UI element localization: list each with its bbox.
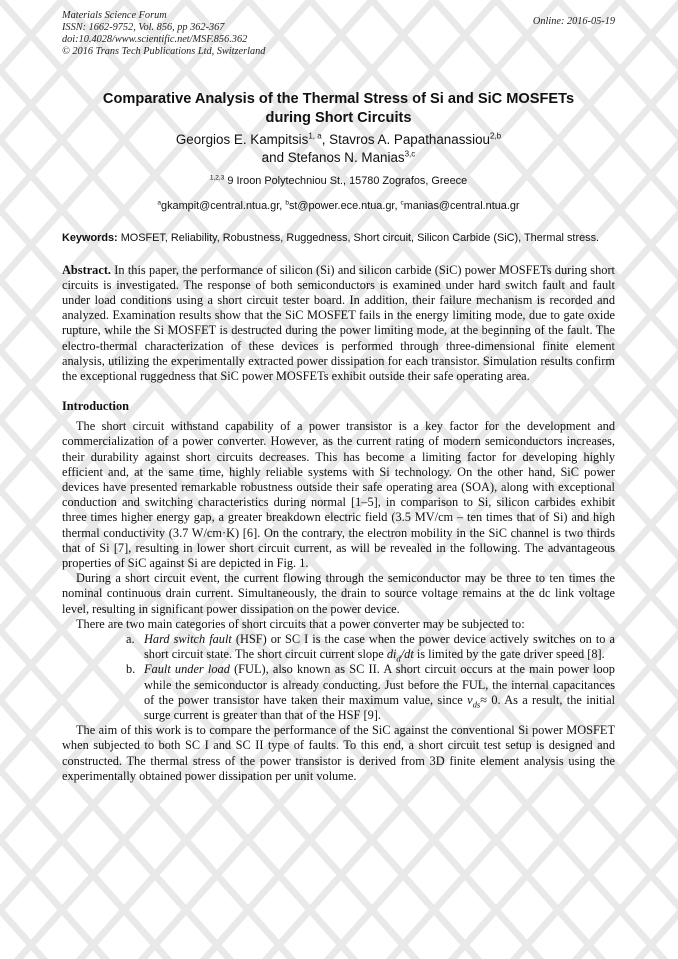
author-conjunction: and [261,150,288,165]
list-item-hsf [62,632,615,662]
author-3: Stefanos N. Manias [287,150,405,165]
affiliation [62,174,615,188]
abstract-text: In this paper, the performance of silicon (Si) and silicon carbide (SiC) power MOSFETs during short circuits is investigated. The response of both semiconductors is examined under hard switch fault and fault under load conditions using a short circuit tester board. In addition, their failure mechanism is recorded and analyzed. Examination results show that the SiC MOSFET fails in the energy limiting mode, due to gate oxide rupture, while the Si MOSFET is destructed during the power limiting mode, at the beginning of the fault. The electro-thermal characterization of these devices is performed through three-dimensional finite element analysis, utilizing the experimentally extracted power dissipation for each transistor. Simulation results confirm the exceptional ruggedness that SiC power MOSFETs exhibit outside their safe operating area. [62,262,615,383]
title-line-2: during Short Circuits [265,110,412,126]
fault-type-list [62,632,615,723]
page-content [62,10,615,784]
var-di-base: di [386,647,397,662]
email-a[interactable]: gkampit@central.ntua.gr, [161,200,286,212]
journal-header [62,10,615,68]
var-di-sub: d [396,653,401,664]
var-di [386,647,414,664]
issn-line: ISSN: 1662-9752, Vol. 856, pp 362-367 [62,22,225,33]
author-3-affil: 3,c [404,149,416,159]
keywords-label: Keywords: [62,232,118,244]
item-a-text-2: is limited by the gate driver speed [8]. [413,647,605,662]
intro-paragraph-3: There are two main categories of short circuits that a power converter may be subjected to: [76,616,525,631]
affiliation-marks: 1,2,3 [209,174,225,182]
var-vds [467,692,481,710]
abstract-label: Abstract. [62,262,112,277]
item-b-text-1: (FUL), also known as SC II. A short circuit occurs at the main power loop while the semiconductor is already conducting. Just before the FUL, the internal capacitances of the power transistor have taken their maximum value, since [144,662,615,707]
section-heading-introduction: Introduction [62,399,129,414]
list-marker-a: a. [126,631,135,646]
affiliation-address: 9 Iroon Polytechniou St., 15780 Zografos, Greece [224,175,468,187]
author-1-affil: 1, a [308,131,322,141]
abstract [62,263,615,385]
term-fault-under-load: Fault under load [144,662,230,677]
copyright-line: © 2016 Trans Tech Publications Ltd, Switzerland [62,46,266,57]
list-item-ful [62,662,615,723]
item-a-text-1: (HSF) or SC I is the case when the power device actively switches on to a short circuit state. The short circuit current slope [144,631,615,662]
keywords [62,232,615,246]
author-emails [62,199,615,213]
author-separator: , [321,132,330,147]
email-b-mark: b [285,199,289,207]
doi-line[interactable]: doi:10.4028/www.scientific.net/MSF.856.362 [62,34,248,45]
author-list [62,131,615,167]
var-vds-sub: ds [472,699,481,710]
author-1: Georgios E. Kampitsis [175,132,309,147]
authors-line-1 [62,131,615,149]
journal-name: Materials Science Forum [62,10,167,21]
online-date: Online: 2016-05-19 [532,16,615,27]
var-di-tail: /dt [400,647,414,662]
author-2-affil: 2,b [489,131,502,141]
email-b[interactable]: st@power.ece.ntua.gr, [288,200,401,212]
term-hard-switch-fault: Hard switch fault [144,631,232,646]
email-c[interactable]: manias@central.ntua.gr [403,200,520,212]
author-2: Stavros A. Papathanassiou [329,132,490,147]
email-a-mark: a [157,199,162,207]
var-vds-base: v [467,692,473,707]
item-b-text-2: ≈ 0. As a result, the initial surge current is greater than that of the HSF [9]. [144,692,615,722]
intro-paragraph-1: The short circuit withstand capability of a power transistor is a key factor for the development and commercialization of a power converter. However, as the current rating of modern semiconductors increases, their durability against short circuits decreases. This has become a limiting factor for developing highly efficient and, at the same time, highly reliable systems with Si technology. On the other hand, SiC power devices have presented remarkable robustness outside their safe operating area (SOA), along with exceptional conduction and switching characteristics during normal [1–5], in comparison to Si, silicon carbides exhibit three times higher energy gap, a greater breakdown electric field (3.5 MV/cm – ten times that of Si) and high thermal conductivity (3.7 W/cm·K) [6]. On the contrary, the electron mobility in the SiC channel is two thirds that of Si [7], resulting in lower short circuit current, as will be revealed in the following. The advantageous properties of SiC against Si are depicted in Fig. 1. [62,419,615,570]
paper-title [62,90,615,128]
title-line-1: Comparative Analysis of the Thermal Stress of Si and SiC MOSFETs [102,91,575,107]
keywords-text: MOSFET, Reliability, Robustness, Ruggedness, Short circuit, Silicon Carbide (SiC), Thermal stress. [117,232,600,244]
email-c-mark: c [400,199,404,207]
list-marker-b: b. [126,662,136,677]
authors-line-2 [62,149,615,167]
intro-paragraph-2: During a short circuit event, the current flowing through the semiconductor may be three to ten times the nominal continuous drain current. Simultaneously, the drain to source voltage remains at the dc link voltage level, resulting in significant power dissipation on the power device. [62,571,615,616]
intro-paragraph-4: The aim of this work is to compare the performance of the SiC against the conventional Si power MOSFET when subjected to both SC I and SC II type of faults. To this end, a short circuit test setup is designed and constructed. The thermal stress of the power transistor is derived from 3D finite element analysis using the experimentally obtained power dissipation per unit volume. [62,723,615,783]
